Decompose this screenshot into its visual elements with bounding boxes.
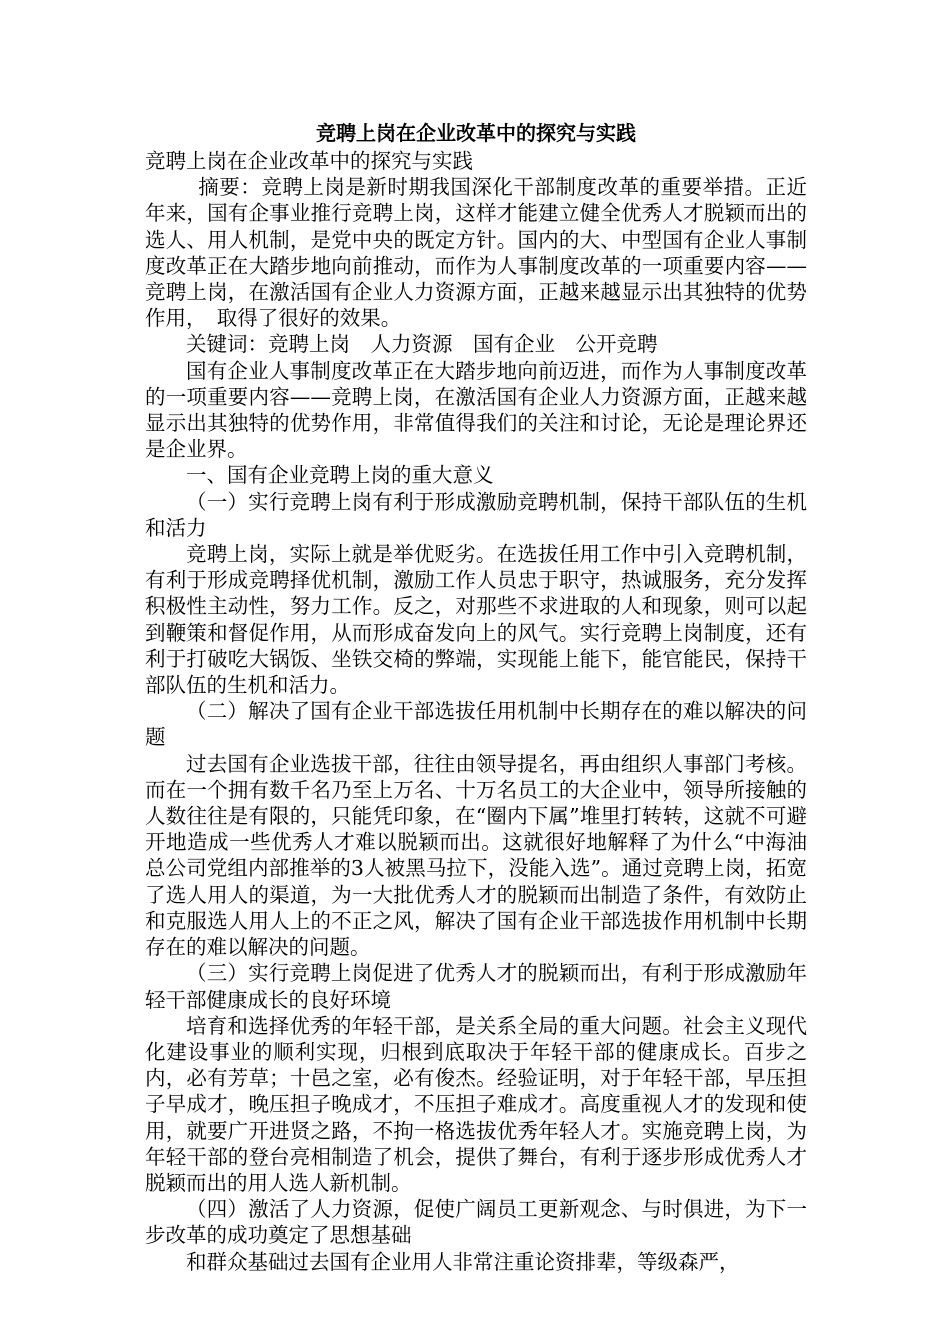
abstract-paragraph: 摘要：竞聘上岗是新时期我国深化干部制度改革的重要举措。正近年来，国有企事业推行竞聘上岗，这样才能建立健全优秀人才脱颖而出的选人、用人机制，是党中央的既定方针。国内的大、中型国有企业人事制度改革正在大踏步地向前推动，而作为人事制度改革的一项重要内容——竞聘上岗，在激活国有企业人力资源方面，正越来越显示出其独特的优势作用， 取得了很好的效果。 <box>145 175 807 331</box>
keywords-paragraph: 关键词：竞聘上岗 人力资源 国有企业 公开竞聘 <box>186 332 658 357</box>
subsection-heading-1: （一）实行竞聘上岗有利于形成激励竞聘机制，保持干部队伍的生机和活力 <box>145 489 807 540</box>
document-page <box>145 118 807 1275</box>
body-paragraph-2: 过去国有企业选拔干部，往往由领导提名，再由组织人事部门考核。而在一个拥有数千名乃至上万名、十万名员工的大企业中，领导所接触的人数往往是有限的，只能凭印象，在“圈内下属”堆里打转转，这就不可避开地造成一些优秀人才难以脱颖而出。这就很好地解释了为什么“中海油总公司党组内部推举的3人被黑马拉下，没能入选”。通过竞聘上岗，拓宽了选人用人的渠道，为一大批优秀人才的脱颖而出制造了条件，有效防止和克服选人用人上的不正之风，解决了国有企业干部选拔作用机制中长期存在的难以解决的问题。 <box>145 751 807 960</box>
body-paragraph-3: 培育和选择优秀的年轻干部，是关系全局的重大问题。社会主义现代化建设事业的顺利实现，归根到底取决于年轻干部的健康成长。百步之内，必有芳草；十邑之室，必有俊杰。经验证明，对于年轻干部，早压担子早成才，晚压担子晚成才，不压担子难成才。高度重视人才的发现和使用，就要广开进贤之路，不拘一格选拔优秀年轻人才。实施竞聘上岗，为年轻干部的登台亮相制造了机会，提供了舞台，有利于逐步形成优秀人才脱颖而出的用人选人新机制。 <box>145 1013 807 1195</box>
body-paragraph-intro: 国有企业人事制度改革正在大踏步地向前迈进，而作为人事制度改革的一项重要内容——竞聘上岗，在激活国有企业人力资源方面，正越来越显示出其独特的优势作用，非常值得我们的关注和讨论，无论是理论界还是企业界。 <box>145 358 807 462</box>
subsection-heading-2: （二）解决了国有企业干部选拔任用机制中长期存在的难以解决的问题 <box>145 699 807 750</box>
subtitle-line: 竞聘上岗在企业改革中的探究与实践 <box>145 149 473 173</box>
subsection-heading-4: （四）激活了人力资源，促使广阔员工更新观念、与时俱进，为下一步改革的成功奠定了思想基础 <box>145 1197 807 1248</box>
document-title: 竞聘上岗在企业改革中的探究与实践 <box>316 121 636 145</box>
body-paragraph-1: 竞聘上岗，实际上就是举优贬劣。在选拔任用工作中引入竞聘机制，有利于形成竞聘择优机制，激励工作人员忠于职守，热诚服务，充分发挥积极性主动性，努力工作。反之，对那些不求进取的人和现象，则可以起到鞭策和督促作用，从而形成奋发向上的风气。实行竞聘上岗制度，还有利于打破吃大锅饭、坐铁交椅的弊端，实现能上能下，能官能民，保持干部队伍的生机和活力。 <box>145 542 807 698</box>
body-paragraph-4: 和群众基础过去国有企业用人非常注重论资排辈，等级森严， <box>186 1249 740 1274</box>
subsection-heading-3: （三）实行竞聘上岗促进了优秀人才的脱颖而出，有利于形成激励年轻干部健康成长的良好环境 <box>145 961 807 1012</box>
section-heading-1: 一、国有企业竞聘上岗的重大意义 <box>186 463 494 488</box>
